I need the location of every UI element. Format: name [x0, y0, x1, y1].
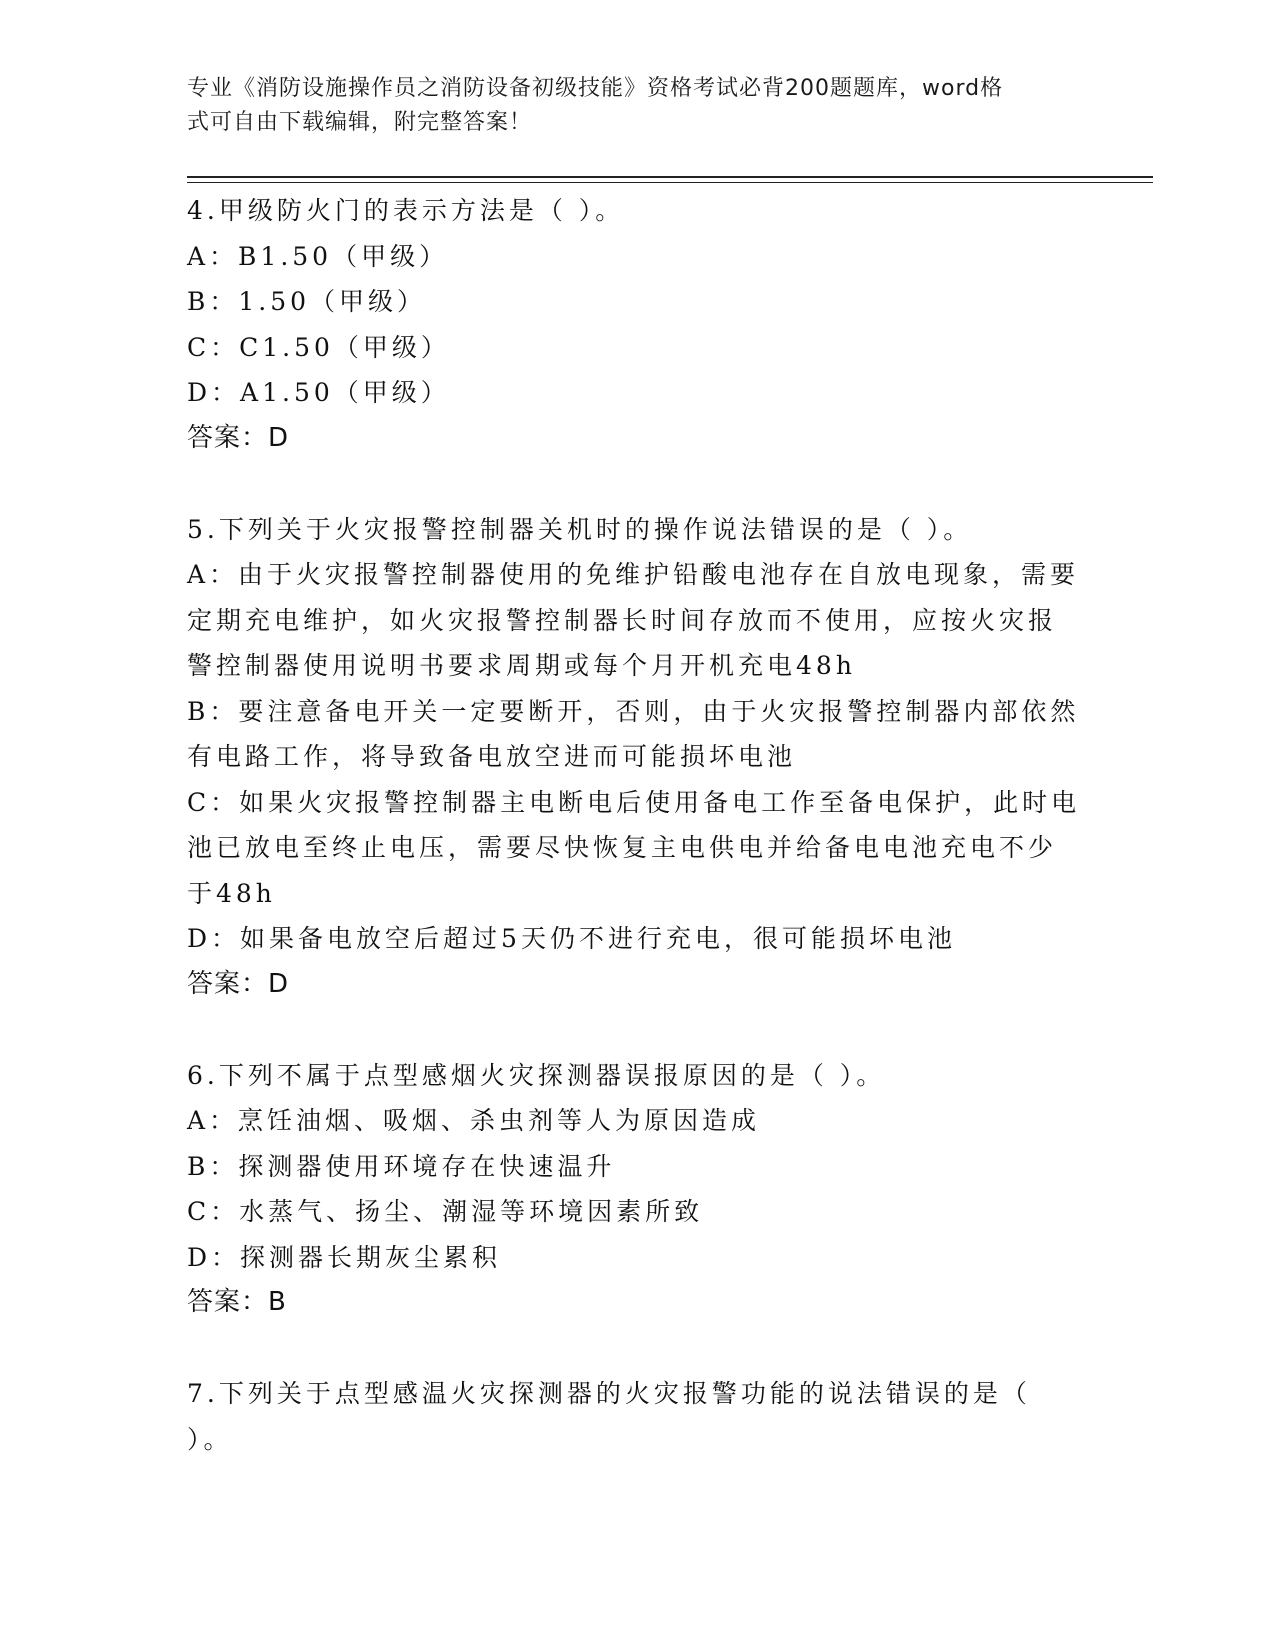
- option-c: C：水蒸气、扬尘、潮湿等环境因素所致: [187, 1197, 704, 1226]
- option-text-line: 于48h: [187, 878, 276, 908]
- option-text-line: 定期充电维护，如火灾报警控制器长时间存放而不使用，应按火灾报: [187, 605, 1058, 635]
- option-text-line: C：如果火灾报警控制器主电断电后使用备电工作至备电保护，此时电: [187, 787, 1081, 817]
- question-list: [187, 188, 1087, 1462]
- option-a: A：B1.50（甲级）: [187, 241, 449, 271]
- answer-label: 答案：D: [187, 968, 290, 999]
- option-b: B：探测器使用环境存在快速温升: [187, 1151, 616, 1181]
- option-text-line: 有电路工作，将导致备电放空进而可能损坏电池: [187, 742, 797, 771]
- question-7: [187, 1371, 1087, 1462]
- question-spacer: [187, 1326, 1087, 1372]
- question-4: [187, 188, 1087, 461]
- option-text-line: A：由于火灾报警控制器使用的免维护铅酸电池存在自放电现象，需要: [187, 560, 1080, 589]
- question-stem: 4.甲级防火门的表示方法是（ ）。: [187, 196, 625, 225]
- question-spacer: [187, 461, 1087, 507]
- option-d: D：如果备电放空后超过5天仍不进行充电，很可能损坏电池: [187, 924, 956, 953]
- option-b: [187, 689, 1087, 780]
- question-stem-continued: ）。: [187, 1424, 233, 1454]
- option-text-line: 警控制器使用说明书要求周期或每个月开机充电48h: [187, 651, 856, 680]
- question-5: [187, 507, 1087, 1008]
- question-stem: 5.下列关于火灾报警控制器关机时的操作说法错误的是（ ）。: [187, 514, 973, 544]
- question-stem: 6.下列不属于点型感烟火灾探测器误报原因的是（ ）。: [187, 1060, 886, 1090]
- question-6: [187, 1053, 1087, 1326]
- option-text-line: 池已放电至终止电压，需要尽快恢复主电供电并给备电电池充电不少: [187, 833, 1058, 862]
- option-d: D：探测器长期灰尘累积: [187, 1242, 502, 1272]
- header-divider-thin: [187, 182, 1153, 183]
- header-divider-thick: [187, 176, 1153, 178]
- answer-label: 答案：B: [187, 1287, 287, 1317]
- header-line-1: 专业《消防设施操作员之消防设备初级技能》资格考试必背200题题库，word格: [187, 76, 1004, 101]
- document-header: [187, 72, 1067, 140]
- header-line-2: 式可自由下载编辑，附完整答案！: [187, 110, 533, 135]
- option-text-line: B：要注意备电开关一定要断开，否则，由于火灾报警控制器内部依然: [187, 696, 1080, 726]
- option-c: [187, 780, 1087, 917]
- answer-label: 答案：D: [187, 422, 290, 453]
- option-d: D：A1.50（甲级）: [187, 378, 450, 407]
- option-b: B：1.50（甲级）: [187, 287, 427, 316]
- option-a: A：烹饪油烟、吸烟、杀虫剂等人为原因造成: [187, 1106, 761, 1135]
- option-a: [187, 552, 1087, 689]
- option-c: C：C1.50（甲级）: [187, 332, 450, 362]
- question-stem: 7.下列关于点型感温火灾探测器的火灾报警功能的说法错误的是（: [187, 1379, 1031, 1408]
- question-spacer: [187, 1007, 1087, 1053]
